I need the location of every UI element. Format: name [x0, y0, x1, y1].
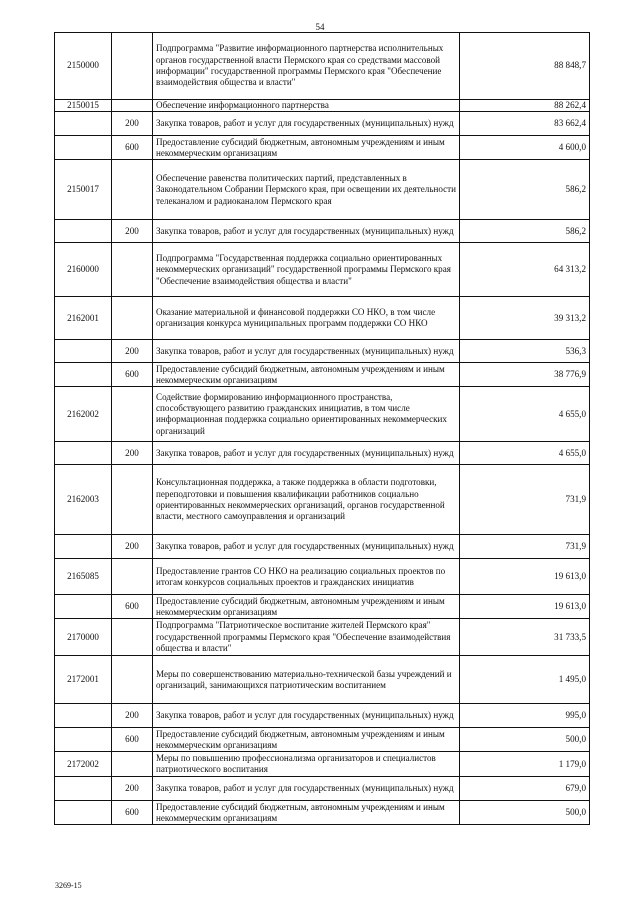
expense-type-cell: [112, 100, 153, 112]
table-row: [55, 777, 590, 801]
expense-type-cell: [112, 33, 153, 100]
code-cell: [55, 535, 112, 559]
amount-cell: 31 733,5: [460, 619, 590, 656]
expense-type-cell: [112, 752, 153, 777]
expense-type-cell: 200: [112, 777, 153, 801]
code-cell: 2172001: [55, 656, 112, 704]
table-row: [55, 465, 590, 535]
code-cell: [55, 704, 112, 728]
page-number: 54: [315, 22, 325, 32]
amount-cell: 1 179,0: [460, 752, 590, 777]
code-cell: 2162002: [55, 387, 112, 442]
amount-cell: 19 613,0: [460, 559, 590, 595]
description-cell: Содействие формированию информационного пространства, способствующего развитию гражданских инициатив, в том числе информационная поддержка социально ориентированных некоммерческих организаций: [153, 387, 460, 442]
code-cell: [55, 442, 112, 465]
amount-cell: 1 495,0: [460, 656, 590, 704]
description-cell: Оказание материальной и финансовой поддержки СО НКО, в том числе организация конкурса муниципальных программ поддержки СО НКО: [153, 297, 460, 340]
expense-type-cell: [112, 243, 153, 297]
description-cell: Обеспечение информационного партнерства: [153, 100, 460, 112]
description-cell: Закупка товаров, работ и услуг для государственных (муниципальных) нужд: [153, 535, 460, 559]
table-row: [55, 297, 590, 340]
code-cell: [55, 363, 112, 387]
expense-type-cell: 200: [112, 704, 153, 728]
amount-cell: 536,3: [460, 340, 590, 363]
expense-type-cell: [112, 387, 153, 442]
description-cell: Меры по повышению профессионализма организаторов и специалистов патриотического воспитания: [153, 752, 460, 777]
code-cell: 2162003: [55, 465, 112, 535]
description-cell: Предоставление субсидий бюджетным, автономным учреждениям и иным некоммерческим организациям: [153, 801, 460, 825]
expense-type-cell: 600: [112, 136, 153, 160]
amount-cell: 679,0: [460, 777, 590, 801]
table-row: [55, 704, 590, 728]
amount-cell: 586,2: [460, 160, 590, 220]
expense-type-cell: [112, 297, 153, 340]
code-cell: 2160000: [55, 243, 112, 297]
table-row: [55, 136, 590, 160]
description-cell: Закупка товаров, работ и услуг для государственных (муниципальных) нужд: [153, 442, 460, 465]
code-cell: 2170000: [55, 619, 112, 656]
table-row: [55, 160, 590, 220]
amount-cell: 39 313,2: [460, 297, 590, 340]
amount-cell: 4 655,0: [460, 442, 590, 465]
expense-type-cell: [112, 656, 153, 704]
table-row: [55, 100, 590, 112]
expense-type-cell: 600: [112, 801, 153, 825]
amount-cell: 88 262,4: [460, 100, 590, 112]
expense-type-cell: [112, 465, 153, 535]
code-cell: [55, 777, 112, 801]
amount-cell: 995,0: [460, 704, 590, 728]
amount-cell: 83 662,4: [460, 112, 590, 136]
code-cell: [55, 340, 112, 363]
description-cell: Обеспечение равенства политических партий, представленных в Законодательном Собрании Пермского края, при освещении их деятельности телеканалом и радиоканалом Пермского края: [153, 160, 460, 220]
budget-table-body: [55, 33, 590, 825]
description-cell: Предоставление субсидий бюджетным, автономным учреждениям и иным некоммерческим организациям: [153, 363, 460, 387]
code-cell: 2172002: [55, 752, 112, 777]
expense-type-cell: 200: [112, 442, 153, 465]
amount-cell: 731,9: [460, 465, 590, 535]
code-cell: [55, 136, 112, 160]
description-cell: Закупка товаров, работ и услуг для государственных (муниципальных) нужд: [153, 220, 460, 243]
table-row: [55, 220, 590, 243]
table-row: [55, 243, 590, 297]
amount-cell: 4 655,0: [460, 387, 590, 442]
table-row: [55, 619, 590, 656]
amount-cell: 4 600,0: [460, 136, 590, 160]
description-cell: Подпрограмма "Развитие информационного партнерства исполнительных органов государственной власти Пермского края со средствами массовой информации" государственной программы Пермского края "Обеспечение взаимодействия общества и власти": [153, 33, 460, 100]
table-row: [55, 752, 590, 777]
code-cell: 2150015: [55, 100, 112, 112]
expense-type-cell: 200: [112, 340, 153, 363]
code-cell: 2165085: [55, 559, 112, 595]
expense-type-cell: 600: [112, 728, 153, 752]
budget-table: [54, 32, 590, 825]
code-cell: [55, 595, 112, 619]
description-cell: Предоставление грантов СО НКО на реализацию социальных проектов по итогам конкурсов социальных проектов и гражданских инициатив: [153, 559, 460, 595]
document-id: 3269-15: [55, 881, 82, 890]
expense-type-cell: [112, 619, 153, 656]
amount-cell: 19 613,0: [460, 595, 590, 619]
description-cell: Предоставление субсидий бюджетным, автономным учреждениям и иным некоммерческим организациям: [153, 595, 460, 619]
description-cell: Закупка товаров, работ и услуг для государственных (муниципальных) нужд: [153, 112, 460, 136]
amount-cell: 586,2: [460, 220, 590, 243]
table-row: [55, 112, 590, 136]
amount-cell: 500,0: [460, 801, 590, 825]
description-cell: Меры по совершенствованию материально-технической базы учреждений и организаций, занимающихся патриотическим воспитанием: [153, 656, 460, 704]
table-row: [55, 656, 590, 704]
description-cell: Закупка товаров, работ и услуг для государственных (муниципальных) нужд: [153, 340, 460, 363]
expense-type-cell: [112, 559, 153, 595]
amount-cell: 38 776,9: [460, 363, 590, 387]
expense-type-cell: [112, 160, 153, 220]
table-row: [55, 363, 590, 387]
table-row: [55, 728, 590, 752]
table-row: [55, 559, 590, 595]
code-cell: 2162001: [55, 297, 112, 340]
budget-table-container: [54, 32, 590, 825]
description-cell: Предоставление субсидий бюджетным, автономным учреждениям и иным некоммерческим организациям: [153, 136, 460, 160]
table-row: [55, 387, 590, 442]
expense-type-cell: 200: [112, 112, 153, 136]
description-cell: Предоставление субсидий бюджетным, автономным учреждениям и иным некоммерческим организациям: [153, 728, 460, 752]
expense-type-cell: 600: [112, 363, 153, 387]
table-row: [55, 801, 590, 825]
table-row: [55, 535, 590, 559]
amount-cell: 731,9: [460, 535, 590, 559]
expense-type-cell: 200: [112, 535, 153, 559]
description-cell: Подпрограмма "Государственная поддержка социально ориентированных некоммерческих организаций" государственной программы Пермского края "Обеспечение взаимодействия общества и власти": [153, 243, 460, 297]
description-cell: Консультационная поддержка, а также поддержка в области подготовки, переподготовки и повышения квалификации работников социально ориентированных некоммерческих организаций, органов государственной власти, местного самоуправления и организаций: [153, 465, 460, 535]
description-cell: Подпрограмма "Патриотическое воспитание жителей Пермского края" государственной программы Пермского края "Обеспечение взаимодействия общества и власти": [153, 619, 460, 656]
code-cell: 2150000: [55, 33, 112, 100]
code-cell: [55, 728, 112, 752]
amount-cell: 500,0: [460, 728, 590, 752]
amount-cell: 64 313,2: [460, 243, 590, 297]
table-row: [55, 595, 590, 619]
code-cell: [55, 220, 112, 243]
code-cell: 2150017: [55, 160, 112, 220]
table-row: [55, 340, 590, 363]
code-cell: [55, 112, 112, 136]
amount-cell: 88 848,7: [460, 33, 590, 100]
expense-type-cell: 600: [112, 595, 153, 619]
description-cell: Закупка товаров, работ и услуг для государственных (муниципальных) нужд: [153, 704, 460, 728]
expense-type-cell: 200: [112, 220, 153, 243]
code-cell: [55, 801, 112, 825]
table-row: [55, 33, 590, 100]
description-cell: Закупка товаров, работ и услуг для государственных (муниципальных) нужд: [153, 777, 460, 801]
table-row: [55, 442, 590, 465]
